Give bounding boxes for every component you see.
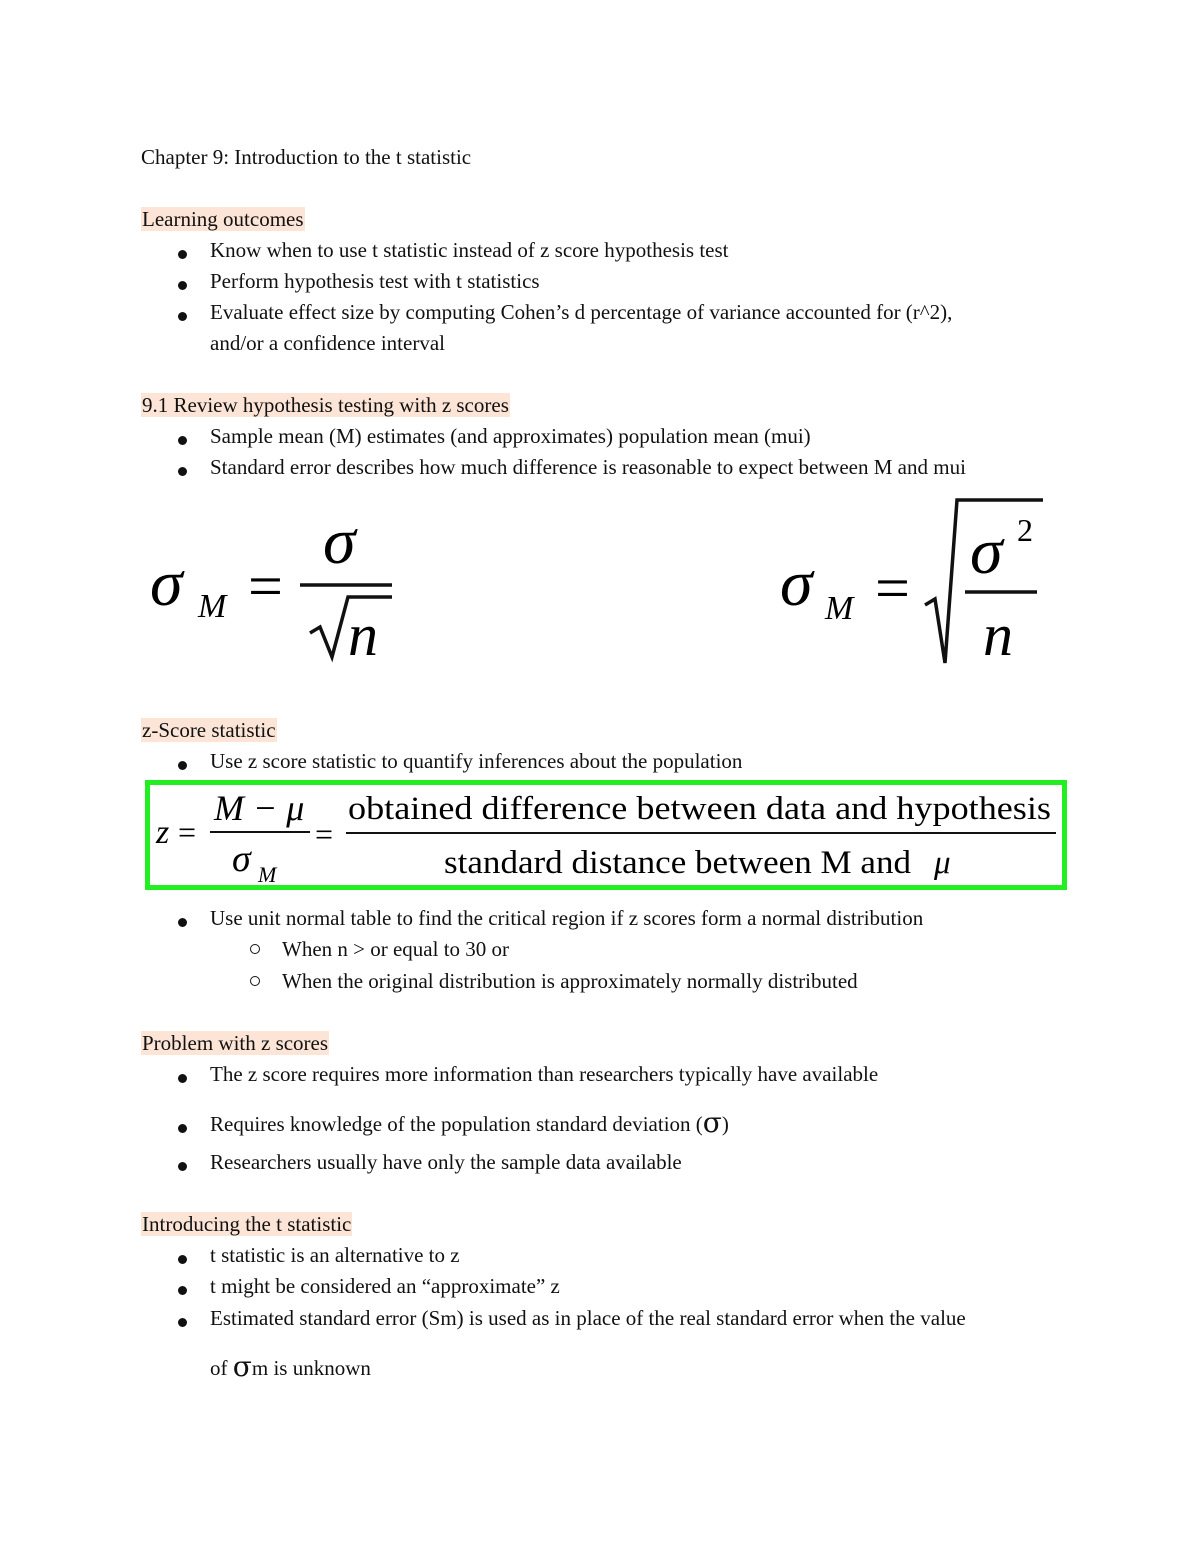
list-item-continuation [210, 1350, 371, 1383]
bullet-icon [178, 1255, 187, 1264]
bullet-icon [178, 1074, 187, 1083]
sigma-symbol: σ [323, 505, 356, 578]
bullet-icon [178, 1286, 187, 1295]
bullet-icon [178, 1124, 187, 1133]
item-text: of [210, 1356, 233, 1380]
sigma-symbol: σ [702, 1106, 722, 1139]
sigma-symbol: σ [970, 515, 1003, 588]
list-item: Perform hypothesis test with t statistics [210, 269, 540, 293]
heading-text: Introducing the t statistic [142, 1212, 352, 1236]
section-heading-tstat [141, 1211, 352, 1237]
standard-error-formula-left [140, 505, 410, 675]
list-item: Estimated standard error (Sm) is used as in place of the real standard error when the value [210, 1306, 966, 1330]
subscript-m: M [258, 862, 277, 887]
heading-text: z-Score statistic [142, 718, 276, 742]
variable-z: z [156, 814, 170, 851]
list-item: t statistic is an alternative to z [210, 1243, 460, 1267]
sub-bullet-icon [250, 944, 260, 954]
list-item: Researchers usually have only the sample data available [210, 1150, 682, 1174]
variable-n: n [348, 602, 378, 668]
list-item: The z score requires more information than researchers typically have available [210, 1062, 879, 1086]
page-title: Chapter 9: Introduction to the t statistic [141, 145, 472, 169]
bottom-text: standard distance between M and [444, 845, 912, 881]
bullet-icon [178, 467, 187, 476]
list-item: t might be considered an “approximate” z [210, 1274, 560, 1298]
sub-bullet-icon [250, 976, 260, 986]
variable-n: n [983, 602, 1013, 668]
bullet-icon [178, 1318, 187, 1327]
item-text: Requires knowledge of the population standard deviation ( [210, 1112, 703, 1136]
sigma-symbol: σ [780, 547, 813, 620]
section-heading-problem [141, 1030, 329, 1056]
z-score-formula [150, 785, 1062, 885]
list-item: Use z score statistic to quantify inferences about the population [210, 749, 743, 773]
bullet-icon [178, 761, 187, 770]
equals-sign: = [248, 553, 283, 621]
list-item [210, 1106, 729, 1139]
item-text-end: ) [721, 1112, 729, 1136]
section-heading-zscore [141, 717, 277, 743]
list-item: Evaluate effect size by computing Cohen’s d percentage of variance accounted for (r^2), [210, 300, 953, 324]
list-item: Know when to use t statistic instead of z score hypothesis test [210, 238, 729, 262]
numerator-m-minus-mu: M − μ [214, 788, 305, 828]
sigma-symbol: σ [150, 547, 183, 620]
heading-text: 9.1 Review hypothesis testing with z scores [142, 393, 509, 417]
bullet-icon [178, 312, 187, 321]
exponent-2: 2 [1017, 512, 1033, 548]
sub-list-item: When the original distribution is approximately normally distributed [282, 969, 858, 993]
subscript-m: M [825, 590, 854, 627]
subscript-m: M [198, 588, 227, 625]
bullet-icon [178, 918, 187, 927]
mu-symbol: μ [934, 845, 951, 881]
bullet-icon [178, 281, 187, 290]
item-text-end: m is unknown [251, 1356, 371, 1380]
section-heading-learning-outcomes [141, 206, 305, 232]
list-item: Use unit normal table to find the critical region if z scores form a normal distribution [210, 906, 924, 930]
bullet-icon [178, 436, 187, 445]
bullet-icon [178, 250, 187, 259]
list-item-continuation: and/or a confidence interval [210, 331, 445, 355]
equals-sign: = [315, 816, 334, 852]
top-text: obtained difference between data and hypothesis [348, 791, 1051, 827]
section-heading-review [141, 392, 510, 418]
list-item: Standard error describes how much difference is reasonable to expect between M and mui [210, 455, 966, 479]
sigma-symbol: σ [232, 838, 251, 880]
equals-sign: = [875, 555, 910, 623]
equals-sign: = [178, 814, 197, 850]
sub-list-item: When n > or equal to 30 or [282, 937, 510, 961]
standard-error-formula-right [775, 495, 1055, 675]
heading-text: Learning outcomes [142, 207, 304, 231]
sigma-symbol: σ [232, 1350, 252, 1383]
list-item: Sample mean (M) estimates (and approximates) population mean (mui) [210, 424, 811, 448]
heading-text: Problem with z scores [142, 1031, 329, 1055]
bullet-icon [178, 1162, 187, 1171]
